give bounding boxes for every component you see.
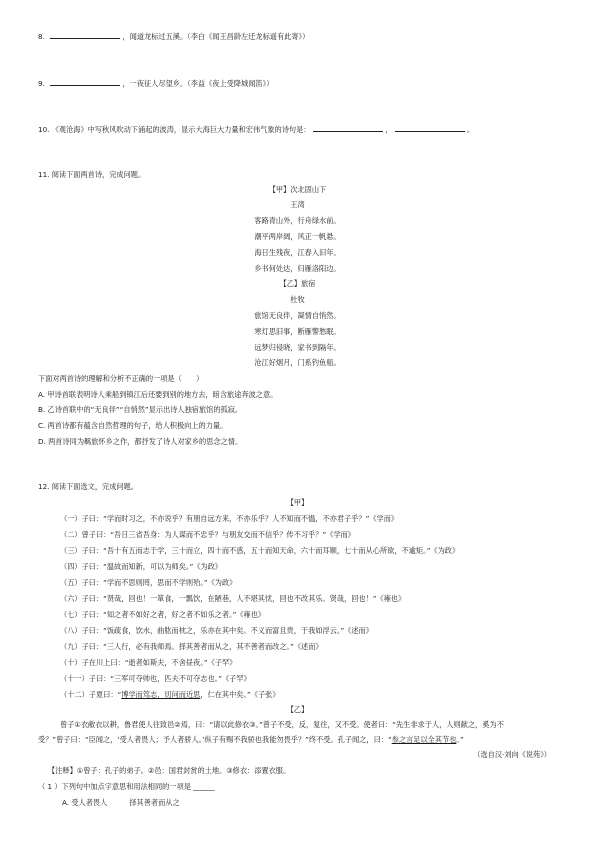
q9-number: 9. <box>38 79 45 88</box>
analects-item: （一）子曰：“学而时习之，不亦说乎？有朋自远方来，不亦乐乎？人不知而不愠，不亦君子乎？”《学而》 <box>60 514 399 523</box>
q12-stem: 12. 阅读下面选文，完成问题。 <box>38 482 138 491</box>
poem2-line: 旅馆无良伴，凝情自悄然。 <box>254 311 341 320</box>
q8-number: 8. <box>38 32 45 41</box>
poem1-line: 乡书何处达，归雁洛阳边。 <box>254 264 341 273</box>
analects-item: （九）子曰：“三人行，必有我师焉。择其善者而从之，其不善者而改之。”《述而》 <box>60 642 323 651</box>
question-10 <box>38 124 474 134</box>
q10-text: 10. 《观沧海》中写秋风吹动下涌起的波涛，显示大海巨大力量和宏伟气象的诗句是： <box>38 125 311 134</box>
poem1-title: 【甲】次北固山下 <box>268 185 327 194</box>
answer-blank[interactable] <box>395 124 465 132</box>
source-citation: （选自汉·刘向《说苑》） <box>473 750 551 759</box>
poem1-line: 潮平两岸阔，风正一帆悬。 <box>254 232 341 241</box>
annotation-note: 【注释】①曾子：孔子的弟子。②邑：国君封赏的土地。③修衣：添置衣服。 <box>48 766 291 775</box>
analects-item: （五）子曰：“学而不思则罔，思而不学则殆。”《为政》 <box>60 578 237 587</box>
poem2-line: 寒灯思旧事，断雁警愁眠。 <box>254 327 341 336</box>
answer-blank[interactable] <box>50 78 120 86</box>
analects-item: （六）子曰：“贤哉，回也！一箪食，一瓢饮，在陋巷，人不堪其忧，回也不改其乐。贤哉，回也！”《雍也》 <box>60 594 406 603</box>
section-yi-title: 【乙】 <box>286 705 309 714</box>
analects-item: （十一）子曰：“三军可夺帅也，匹夫不可夺志也。”《子罕》 <box>60 674 251 683</box>
poem1-author: 王湾 <box>290 200 305 209</box>
q11-option-d[interactable]: D. 两首诗同为羁旅怀乡之作，都抒发了诗人对家乡的思念之情。 <box>38 437 243 446</box>
poem1-line: 客路青山外，行舟绿水前。 <box>254 216 341 225</box>
answer-blank[interactable] <box>50 31 120 39</box>
poem2-line: 远梦归侵晓，家书到隔年。 <box>254 343 341 352</box>
question-9 <box>38 78 273 88</box>
yi-paragraph-line2: 受？”曾子曰：“臣闻之，‘受人者畏人；予人者骄人。’纵子有赐不我骄也我能勿畏乎？”终不受。孔子闻之，曰：“参之言足以全其节也。” <box>38 735 464 744</box>
poem2-title: 【乙】旅宿 <box>279 279 316 288</box>
sub-question-1: （ 1 ）下列句中加点字意思和用法相同的一项是 ______ <box>38 782 215 791</box>
poem2-author: 杜牧 <box>290 295 305 304</box>
analects-item: （三）子曰：“吾十有五而志于学，三十而立，四十而不惑，五十而知天命，六十而耳顺，七十而从心所欲，不逾矩。”《为政》 <box>60 546 460 555</box>
q9-line: ，一夜征人尽望乡。（李益《夜上受降城闻笛》） <box>122 79 274 88</box>
analects-item: （十）子在川上曰：“逝者如斯夫，不舍昼夜。”《子罕》 <box>60 658 237 667</box>
analects-item: （十二）子夏曰：“博学而笃志，切问而近思，仁在其中矣。”《子张》 <box>60 690 280 699</box>
underlined-phrase: 博学而笃志，切问而近思 <box>121 690 201 699</box>
answer-blank[interactable] <box>313 124 383 132</box>
section-jia-title: 【甲】 <box>286 498 309 507</box>
q10-separator: ， <box>385 125 393 134</box>
poem2-line: 沧江好烟月，门系钓鱼船。 <box>254 358 341 367</box>
q11-option-b[interactable]: B. 乙诗首联中的“无良伴”“自悄然”显示出诗人独宿旅馆的孤寂。 <box>38 405 243 414</box>
q11-option-c[interactable]: C. 两首诗都有蕴含自然哲理的句子，给人积极向上的力量。 <box>38 421 228 430</box>
yi-paragraph-line1: 曾子①衣敝衣以耕，鲁君使人往致邑②焉，曰：“请以此修衣③。”曾子不受，反，复往，又不受。使者曰：“先生非求于人，人则献之，奚为不 <box>60 720 504 729</box>
poem1-line: 海日生残夜，江春入旧年。 <box>254 248 341 257</box>
analects-item: （四）子曰：“温故而知新，可以为师矣。”《为政》 <box>60 562 222 571</box>
q8-line: ，闻道龙标过五溪。（李白《闻王昌龄左迁龙标遥有此寄》） <box>122 32 310 41</box>
analects-item: （八）子曰：“饭疏食，饮水，曲肱而枕之，乐亦在其中矣。不义而富且贵，于我如浮云。”《述而》 <box>60 626 373 635</box>
q11-option-a[interactable]: A. 甲诗首联表明诗人乘船到镇江后还要到别的地方去，暗含旅途奔波之意。 <box>38 390 278 399</box>
underlined-phrase: 参之言足以全其节也 <box>391 735 457 744</box>
sub-question-option-a[interactable]: A. 受人者畏人 择其善者而从之 <box>62 798 180 807</box>
analects-item: （二）曾子曰：“吾日三省吾身：为人谋而不忠乎？与朋友交而不信乎？传不习乎？”《学而》 <box>60 530 355 539</box>
analects-item: （七）子曰：“知之者不如好之者，好之者不如乐之者。”《雍也》 <box>60 610 266 619</box>
q11-stem: 11. 阅读下面两首诗，完成问题。 <box>38 170 146 179</box>
q11-question: 下面对两首诗的理解和分析不正确的一项是（ ） <box>38 374 204 383</box>
q10-end: 。 <box>466 125 475 134</box>
question-8 <box>38 31 309 41</box>
